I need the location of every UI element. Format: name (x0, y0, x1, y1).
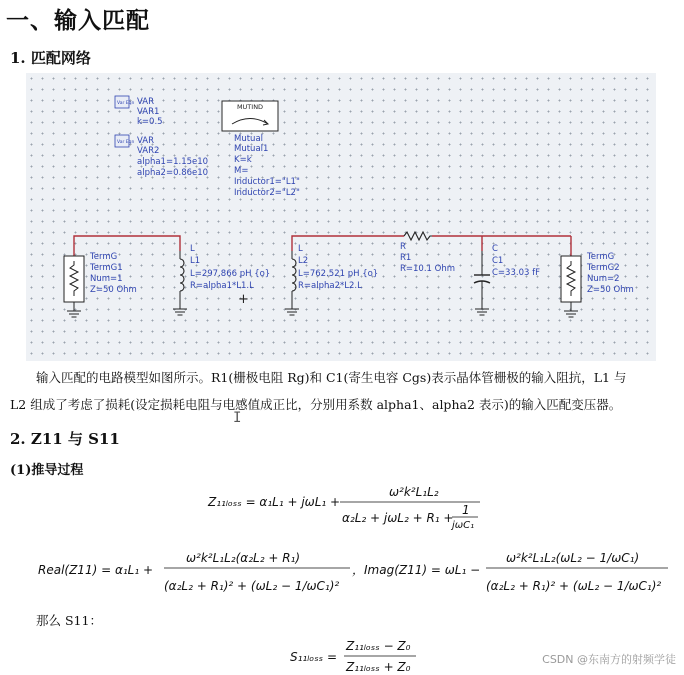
termg1-impedance: Z=50 Ohm (90, 285, 137, 295)
r1-name: R1 (400, 253, 412, 263)
eq2-real-denominator: (α₂L₂ + R₁)² + (ωL₂ − 1/ωC₁)² (164, 579, 340, 593)
l2-resistance: R=alpha2*L2.L (298, 281, 362, 291)
l1-name: L1 (190, 256, 201, 266)
mutual-inductance-block (222, 101, 300, 198)
var1-name: VAR1 (137, 107, 160, 117)
mutual-inductor1: Inductor1="L1" (234, 177, 300, 187)
description-line-2: L2 组成了考虑了损耗(设定损耗电阻与电感值成正比，分别用系数 alpha1、alpha2 表示)的输入匹配变压器。 (10, 397, 622, 412)
l2-name: L2 (298, 256, 309, 266)
var2-block (115, 135, 208, 178)
equations (0, 480, 684, 675)
eq2-imag-lhs: Imag(Z11) = ωL₁ − (364, 563, 481, 577)
eq3-numerator: Z₁₁ₗₒₛₛ − Z₀ (346, 639, 411, 653)
l2-inductance: L=762.521 pH {o} (298, 269, 379, 279)
capacitor-c1 (474, 244, 540, 315)
termg2-impedance: Z=50 Ohm (587, 285, 634, 295)
eq3-denominator: Z₁₁ₗₒₛₛ + Z₀ (346, 660, 411, 674)
watermark: CSDN @东南方的射频学徒 (542, 653, 676, 666)
mutind-label: MUTIND (236, 103, 264, 111)
l1-type: L (190, 244, 195, 254)
mutual-k: K=k (234, 155, 252, 165)
termg2-num: Num=2 (587, 274, 620, 284)
l2-type: L (298, 244, 303, 254)
inductor-l2 (285, 244, 378, 315)
termg1-num: Num=1 (90, 274, 123, 284)
page-heading: 一、输入匹配 (6, 8, 150, 34)
var1-k-value: k=0.5 (137, 117, 163, 127)
var1-icon-label: Var Eqn (117, 101, 135, 106)
var2-icon-label: Var Eqn (117, 140, 135, 145)
c1-type: C (492, 244, 498, 254)
resistor-r1 (400, 232, 455, 274)
eq1-inner-denominator: jωC₁ (452, 520, 475, 531)
termg2-port (561, 252, 634, 317)
r1-value: R=10.1 Ohm (400, 264, 456, 274)
var2-type: VAR (137, 136, 154, 146)
schematic-canvas (26, 73, 656, 361)
termg1-port (64, 252, 137, 317)
var2-alpha1: alpha1=1.15e10 (137, 157, 209, 167)
description-line-1: 输入匹配的电路模型如图所示。R1(栅极电阻 Rg)和 C1(寄生电容 Cgs)表示晶体管栅极的输入阻抗，L1 与 (36, 370, 627, 385)
eq2-separator: ， (352, 563, 365, 577)
l1-resistance: R=alpha1*L1.L (190, 281, 254, 291)
eq2-real-lhs: Real(Z11) = α₁L₁ + (38, 563, 154, 577)
text-cursor-icon: I (233, 410, 242, 426)
s11-intro: 那么 S11： (36, 613, 102, 628)
r1-type: R (400, 242, 406, 252)
var2-alpha2: alpha2=0.86e10 (137, 168, 209, 178)
l1-inductance: L=297.866 pH {o} (190, 269, 271, 279)
eq2-imag-numerator: ω²k²L₁L₂(ωL₂ − 1/ωC₁) (506, 551, 640, 565)
section-matching-network-title: 1. 匹配网络 (10, 49, 91, 67)
mutual-name: Mutual1 (234, 144, 269, 154)
mutual-m: M= (234, 166, 249, 176)
var1-type: VAR (137, 97, 154, 107)
termg1-type: TermG (90, 252, 118, 262)
termg2-name: TermG2 (587, 263, 620, 273)
eq1-inner-numerator: 1 (462, 503, 470, 517)
c1-value: C=33.03 fF (492, 268, 540, 278)
mutual-type: Mutual (234, 134, 264, 144)
eq1-lhs: Z₁₁ₗₒₛₛ = α₁L₁ + jωL₁ + (208, 495, 341, 509)
inductor-l1 (173, 244, 270, 315)
termg1-name: TermG1 (90, 263, 123, 273)
schematic-drawing (26, 73, 656, 361)
eq2-imag-denominator: (α₂L₂ + R₁)² + (ωL₂ − 1/ωC₁)² (486, 579, 662, 593)
eq1-numerator: ω²k²L₁L₂ (389, 485, 439, 499)
eq3-lhs: S₁₁ₗₒₛₛ = (290, 650, 338, 664)
cursor-plus-marker: + (238, 292, 249, 307)
termg2-type: TermG (587, 252, 615, 262)
eq1-denominator: α₂L₂ + jωL₂ + R₁ + (342, 511, 454, 525)
var2-name: VAR2 (137, 146, 160, 156)
mutual-inductor2: Inductor2="L2" (234, 188, 300, 198)
var1-block (115, 96, 163, 127)
subsection-derivation-title: (1)推导过程 (10, 463, 84, 478)
eq2-real-numerator: ω²k²L₁L₂(α₂L₂ + R₁) (186, 551, 301, 565)
section-z11-s11-title: 2. Z11 与 S11 (10, 430, 120, 448)
c1-name: C1 (492, 256, 504, 266)
